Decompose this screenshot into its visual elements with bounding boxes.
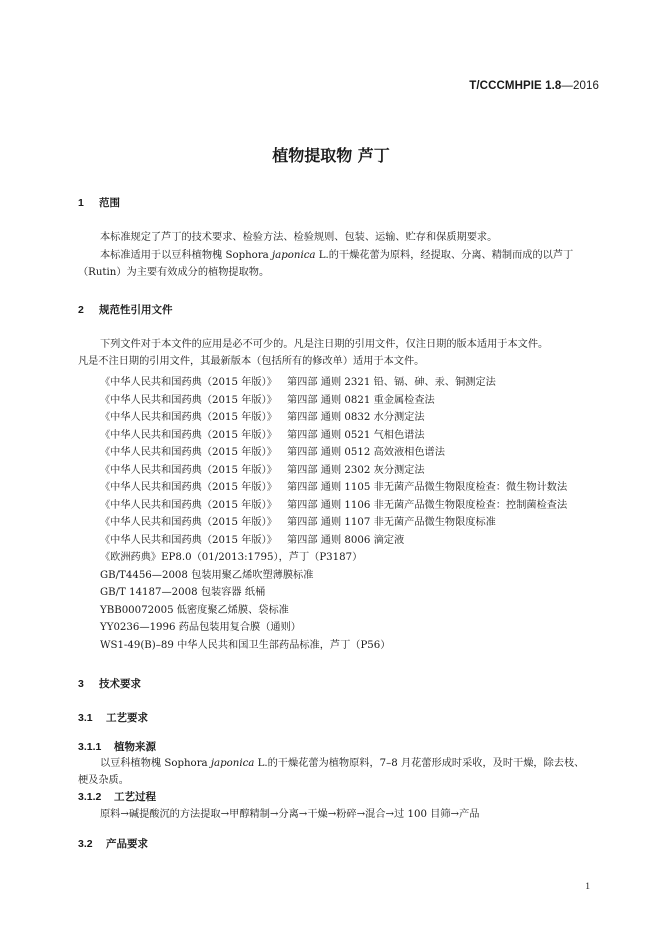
section-3-1-1-heading	[78, 739, 156, 754]
reference-item: 《中华人民共和国药典（2015 年版）》 第四部 通则 2302 灰分测定法	[100, 465, 425, 476]
section-3-1-2-heading	[78, 789, 156, 804]
paragraph-continuation: 凡是不注日期的引用文件，其最新版本（包括所有的修改单）适用于本文件。	[78, 356, 425, 367]
reference-item: 《中华人民共和国药典（2015 年版）》 第四部 通则 1107 非无菌产品微生物限度标准	[100, 517, 496, 528]
section-3-2-heading	[78, 836, 148, 851]
reference-item: 《中华人民共和国药典（2015 年版）》 第四部 通则 0821 重金属检查法	[100, 395, 435, 406]
paragraph-continuation: 梗及杂质。	[78, 775, 129, 786]
section-title: 工艺过程	[114, 791, 156, 803]
document-title: 植物提取物 芦丁	[272, 146, 390, 165]
paragraph: 以豆科植物槐 Sophora japonica L.的干燥花蕾为植物原料，7–8 月花蕾形成时采收，及时干燥，除去枝、	[100, 758, 585, 769]
reference-item: GB/T 14187—2008 包装容器 纸桶	[100, 587, 266, 598]
reference-item: 《中华人民共和国药典（2015 年版）》 第四部 通则 0832 水分测定法	[100, 412, 425, 423]
reference-item: 《中华人民共和国药典（2015 年版）》 第四部 通则 2321 铅、镉、砷、汞、铜测定法	[100, 377, 496, 388]
paragraph: 本标准规定了芦丁的技术要求、检验方法、检验规则、包装、运输、贮存和保质期要求。	[100, 232, 498, 243]
section-number: 2	[78, 304, 84, 316]
section-1-heading	[78, 195, 120, 210]
page-number: 1	[585, 882, 590, 892]
section-number: 3.1.2	[78, 791, 102, 803]
reference-item: 《中华人民共和国药典（2015 年版）》 第四部 通则 1106 非无菌产品微生物限度检查：控制菌检查法	[100, 500, 568, 511]
standard-code-suffix: —2016	[561, 80, 599, 92]
section-3-1-heading	[78, 710, 148, 725]
reference-item: 《中华人民共和国药典（2015 年版）》 第四部 通则 8006 滴定液	[100, 535, 405, 546]
section-2-heading	[78, 302, 173, 317]
section-number: 1	[78, 197, 84, 209]
section-title: 植物来源	[114, 741, 156, 753]
section-title: 范围	[99, 197, 120, 209]
reference-item: GB/T4456—2008 包装用聚乙烯吹塑薄膜标准	[100, 570, 314, 581]
paragraph: 本标准适用于以豆科植物槐 Sophora japonica L.的干燥花蕾为原料，经提取、分离、精制而成的以芦丁	[100, 250, 574, 261]
section-3-heading	[78, 676, 141, 691]
section-title: 规范性引用文件	[99, 304, 173, 316]
reference-item: WS1-49(B)–89 中华人民共和国卫生部药品标准，芦丁（P56）	[100, 640, 391, 651]
section-number: 3.1.1	[78, 741, 102, 753]
section-number: 3	[78, 678, 84, 690]
paragraph: 原料→碱提酸沉的方法提取→甲醇精制→分离→干燥→粉碎→混合→过 100 目筛→产品	[100, 809, 480, 820]
reference-item: 《欧洲药典》EP8.0（01/2013:1795），芦丁（P3187）	[100, 552, 363, 563]
section-title: 产品要求	[106, 838, 148, 850]
reference-item: YY0236—1996 药品包装用复合膜（通则）	[100, 622, 301, 633]
section-title: 工艺要求	[106, 712, 148, 724]
section-title: 技术要求	[99, 678, 141, 690]
paragraph: 下列文件对于本文件的应用是必不可少的。凡是注日期的引用文件，仅注日期的版本适用于本文件。	[100, 339, 549, 350]
section-number: 3.1	[78, 712, 93, 724]
section-number: 3.2	[78, 838, 93, 850]
reference-item: YBB00072005 低密度聚乙烯膜、袋标准	[100, 605, 289, 616]
paragraph-continuation: （Rutin）为主要有效成分的植物提取物。	[78, 267, 270, 278]
standard-code: T/CCCMHPIE 1.8—2016	[469, 80, 599, 92]
reference-item: 《中华人民共和国药典（2015 年版）》 第四部 通则 0512 高效液相色谱法	[100, 447, 445, 458]
reference-item: 《中华人民共和国药典（2015 年版）》 第四部 通则 1105 非无菌产品微生物限度检查：微生物计数法	[100, 482, 568, 493]
reference-item: 《中华人民共和国药典（2015 年版）》 第四部 通则 0521 气相色谱法	[100, 430, 425, 441]
